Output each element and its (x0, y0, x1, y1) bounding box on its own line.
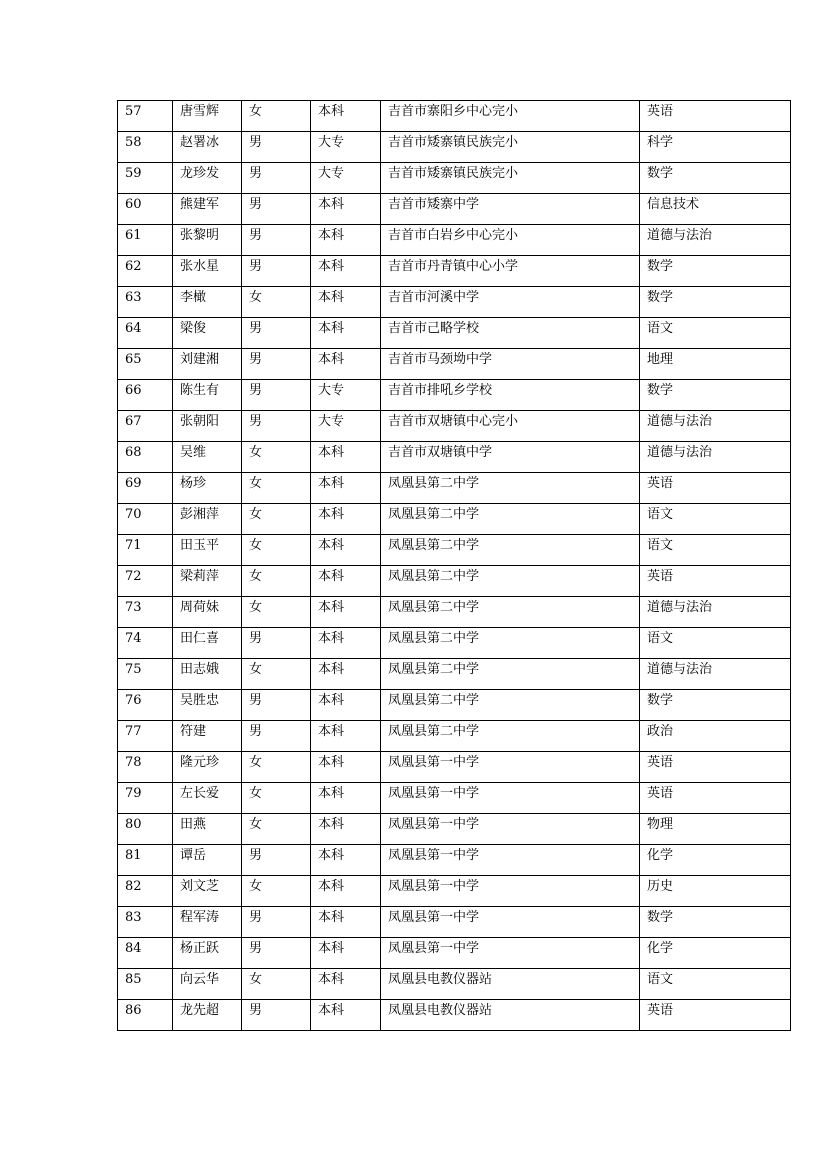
gender-cell: 女 (242, 969, 311, 1000)
school-cell: 凤凰县第二中学 (381, 690, 640, 721)
name-cell: 梁俊 (173, 318, 242, 349)
row-number-cell: 78 (118, 752, 173, 783)
school-cell: 吉首市双塘镇中心完小 (381, 411, 640, 442)
subject-cell: 化学 (640, 845, 791, 876)
education-cell: 本科 (311, 194, 381, 225)
row-number-cell: 58 (118, 132, 173, 163)
table-row (118, 659, 791, 690)
name-cell: 陈生有 (173, 380, 242, 411)
education-cell: 本科 (311, 318, 381, 349)
name-cell: 向云华 (173, 969, 242, 1000)
row-number-cell: 64 (118, 318, 173, 349)
row-number-cell: 80 (118, 814, 173, 845)
education-cell: 本科 (311, 752, 381, 783)
name-cell: 杨珍 (173, 473, 242, 504)
gender-cell: 女 (242, 473, 311, 504)
gender-cell: 男 (242, 380, 311, 411)
subject-cell: 数学 (640, 907, 791, 938)
row-number-cell: 63 (118, 287, 173, 318)
subject-cell: 英语 (640, 566, 791, 597)
gender-cell: 男 (242, 845, 311, 876)
subject-cell: 英语 (640, 783, 791, 814)
name-cell: 张朝阳 (173, 411, 242, 442)
row-number-cell: 81 (118, 845, 173, 876)
row-number-cell: 77 (118, 721, 173, 752)
table-row (118, 411, 791, 442)
school-cell: 凤凰县第一中学 (381, 907, 640, 938)
row-number-cell: 68 (118, 442, 173, 473)
education-cell: 本科 (311, 504, 381, 535)
name-cell: 刘建湘 (173, 349, 242, 380)
education-cell: 本科 (311, 876, 381, 907)
gender-cell: 男 (242, 132, 311, 163)
table-row (118, 814, 791, 845)
education-cell: 大专 (311, 132, 381, 163)
gender-cell: 女 (242, 442, 311, 473)
table-row (118, 845, 791, 876)
name-cell: 田玉平 (173, 535, 242, 566)
gender-cell: 男 (242, 225, 311, 256)
subject-cell: 语文 (640, 504, 791, 535)
gender-cell: 男 (242, 721, 311, 752)
education-cell: 大专 (311, 411, 381, 442)
education-cell: 本科 (311, 287, 381, 318)
education-cell: 大专 (311, 380, 381, 411)
education-cell: 本科 (311, 566, 381, 597)
school-cell: 凤凰县电教仪器站 (381, 969, 640, 1000)
gender-cell: 男 (242, 194, 311, 225)
education-cell: 本科 (311, 349, 381, 380)
subject-cell: 信息技术 (640, 194, 791, 225)
name-cell: 彭湘萍 (173, 504, 242, 535)
table-row (118, 349, 791, 380)
row-number-cell: 82 (118, 876, 173, 907)
school-cell: 凤凰县第一中学 (381, 876, 640, 907)
table-row (118, 566, 791, 597)
row-number-cell: 59 (118, 163, 173, 194)
subject-cell: 历史 (640, 876, 791, 907)
row-number-cell: 74 (118, 628, 173, 659)
row-number-cell: 61 (118, 225, 173, 256)
gender-cell: 女 (242, 814, 311, 845)
row-number-cell: 72 (118, 566, 173, 597)
table-row (118, 225, 791, 256)
subject-cell: 政治 (640, 721, 791, 752)
school-cell: 吉首市马颈坳中学 (381, 349, 640, 380)
row-number-cell: 75 (118, 659, 173, 690)
gender-cell: 男 (242, 349, 311, 380)
school-cell: 吉首市排吼乡学校 (381, 380, 640, 411)
education-cell: 本科 (311, 814, 381, 845)
subject-cell: 道德与法治 (640, 597, 791, 628)
table-row (118, 194, 791, 225)
gender-cell: 男 (242, 907, 311, 938)
name-cell: 吴胜忠 (173, 690, 242, 721)
row-number-cell: 57 (118, 101, 173, 132)
school-cell: 凤凰县第一中学 (381, 938, 640, 969)
table-row (118, 1000, 791, 1031)
education-cell: 本科 (311, 597, 381, 628)
row-number-cell: 69 (118, 473, 173, 504)
table-row (118, 101, 791, 132)
row-number-cell: 85 (118, 969, 173, 1000)
name-cell: 熊建军 (173, 194, 242, 225)
education-cell: 本科 (311, 1000, 381, 1031)
gender-cell: 男 (242, 690, 311, 721)
subject-cell: 语文 (640, 628, 791, 659)
school-cell: 凤凰县第一中学 (381, 845, 640, 876)
name-cell: 吴维 (173, 442, 242, 473)
education-cell: 本科 (311, 659, 381, 690)
subject-cell: 物理 (640, 814, 791, 845)
subject-cell: 英语 (640, 752, 791, 783)
table-row (118, 690, 791, 721)
gender-cell: 女 (242, 287, 311, 318)
school-cell: 凤凰县第二中学 (381, 597, 640, 628)
gender-cell: 男 (242, 938, 311, 969)
row-number-cell: 73 (118, 597, 173, 628)
school-cell: 凤凰县电教仪器站 (381, 1000, 640, 1031)
name-cell: 刘文芝 (173, 876, 242, 907)
table-row (118, 752, 791, 783)
education-cell: 本科 (311, 473, 381, 504)
school-cell: 吉首市矮寨镇民族完小 (381, 163, 640, 194)
table-row (118, 876, 791, 907)
school-cell: 吉首市矮寨镇民族完小 (381, 132, 640, 163)
name-cell: 唐雪辉 (173, 101, 242, 132)
row-number-cell: 70 (118, 504, 173, 535)
table-row (118, 969, 791, 1000)
school-cell: 吉首市丹青镇中心小学 (381, 256, 640, 287)
row-number-cell: 71 (118, 535, 173, 566)
school-cell: 凤凰县第二中学 (381, 566, 640, 597)
name-cell: 梁莉萍 (173, 566, 242, 597)
education-cell: 本科 (311, 535, 381, 566)
table-row (118, 907, 791, 938)
row-number-cell: 79 (118, 783, 173, 814)
school-cell: 凤凰县第二中学 (381, 659, 640, 690)
education-cell: 本科 (311, 101, 381, 132)
gender-cell: 男 (242, 256, 311, 287)
school-cell: 凤凰县第二中学 (381, 628, 640, 659)
school-cell: 吉首市己略学校 (381, 318, 640, 349)
school-cell: 凤凰县第二中学 (381, 473, 640, 504)
subject-cell: 语文 (640, 535, 791, 566)
gender-cell: 男 (242, 163, 311, 194)
education-cell: 本科 (311, 225, 381, 256)
subject-cell: 英语 (640, 101, 791, 132)
name-cell: 田志娥 (173, 659, 242, 690)
name-cell: 龙珍发 (173, 163, 242, 194)
school-cell: 凤凰县第二中学 (381, 504, 640, 535)
gender-cell: 女 (242, 566, 311, 597)
name-cell: 赵署冰 (173, 132, 242, 163)
table-row (118, 938, 791, 969)
table-row (118, 380, 791, 411)
education-cell: 本科 (311, 721, 381, 752)
education-cell: 本科 (311, 628, 381, 659)
subject-cell: 化学 (640, 938, 791, 969)
subject-cell: 数学 (640, 690, 791, 721)
school-cell: 凤凰县第一中学 (381, 752, 640, 783)
table-row (118, 163, 791, 194)
subject-cell: 数学 (640, 380, 791, 411)
subject-cell: 道德与法治 (640, 659, 791, 690)
name-cell: 符建 (173, 721, 242, 752)
school-cell: 吉首市白岩乡中心完小 (381, 225, 640, 256)
gender-cell: 男 (242, 411, 311, 442)
subject-cell: 英语 (640, 1000, 791, 1031)
table-row (118, 318, 791, 349)
table-row (118, 442, 791, 473)
name-cell: 张水星 (173, 256, 242, 287)
education-cell: 本科 (311, 969, 381, 1000)
table-row (118, 597, 791, 628)
school-cell: 吉首市寨阳乡中心完小 (381, 101, 640, 132)
education-cell: 本科 (311, 845, 381, 876)
school-cell: 吉首市双塘镇中学 (381, 442, 640, 473)
name-cell: 田仁喜 (173, 628, 242, 659)
table-row (118, 783, 791, 814)
name-cell: 张黎明 (173, 225, 242, 256)
gender-cell: 女 (242, 783, 311, 814)
gender-cell: 男 (242, 1000, 311, 1031)
row-number-cell: 84 (118, 938, 173, 969)
gender-cell: 女 (242, 597, 311, 628)
gender-cell: 男 (242, 628, 311, 659)
subject-cell: 道德与法治 (640, 411, 791, 442)
gender-cell: 女 (242, 535, 311, 566)
table-row (118, 535, 791, 566)
gender-cell: 女 (242, 101, 311, 132)
education-cell: 本科 (311, 256, 381, 287)
table-row (118, 721, 791, 752)
subject-cell: 英语 (640, 473, 791, 504)
name-cell: 程军涛 (173, 907, 242, 938)
table-row (118, 132, 791, 163)
education-cell: 大专 (311, 163, 381, 194)
subject-cell: 数学 (640, 163, 791, 194)
subject-cell: 语文 (640, 969, 791, 1000)
name-cell: 龙先超 (173, 1000, 242, 1031)
education-cell: 本科 (311, 783, 381, 814)
name-cell: 谭岳 (173, 845, 242, 876)
subject-cell: 语文 (640, 318, 791, 349)
table-row (118, 504, 791, 535)
table-row (118, 256, 791, 287)
table-row (118, 628, 791, 659)
school-cell: 吉首市矮寨中学 (381, 194, 640, 225)
row-number-cell: 83 (118, 907, 173, 938)
name-cell: 左长爱 (173, 783, 242, 814)
school-cell: 凤凰县第一中学 (381, 814, 640, 845)
gender-cell: 男 (242, 318, 311, 349)
subject-cell: 地理 (640, 349, 791, 380)
education-cell: 本科 (311, 907, 381, 938)
name-cell: 周荷妹 (173, 597, 242, 628)
gender-cell: 女 (242, 752, 311, 783)
education-cell: 本科 (311, 442, 381, 473)
row-number-cell: 60 (118, 194, 173, 225)
row-number-cell: 67 (118, 411, 173, 442)
subject-cell: 科学 (640, 132, 791, 163)
school-cell: 凤凰县第一中学 (381, 783, 640, 814)
table-row (118, 473, 791, 504)
school-cell: 吉首市河溪中学 (381, 287, 640, 318)
school-cell: 凤凰县第二中学 (381, 721, 640, 752)
row-number-cell: 76 (118, 690, 173, 721)
row-number-cell: 66 (118, 380, 173, 411)
roster-body (118, 101, 791, 1031)
subject-cell: 道德与法治 (640, 442, 791, 473)
name-cell: 李橄 (173, 287, 242, 318)
name-cell: 隆元珍 (173, 752, 242, 783)
name-cell: 田燕 (173, 814, 242, 845)
row-number-cell: 86 (118, 1000, 173, 1031)
row-number-cell: 62 (118, 256, 173, 287)
name-cell: 杨正跃 (173, 938, 242, 969)
education-cell: 本科 (311, 690, 381, 721)
school-cell: 凤凰县第二中学 (381, 535, 640, 566)
education-cell: 本科 (311, 938, 381, 969)
gender-cell: 女 (242, 876, 311, 907)
subject-cell: 数学 (640, 287, 791, 318)
gender-cell: 女 (242, 504, 311, 535)
table-row (118, 287, 791, 318)
teacher-roster-table (117, 100, 791, 1031)
subject-cell: 道德与法治 (640, 225, 791, 256)
row-number-cell: 65 (118, 349, 173, 380)
subject-cell: 数学 (640, 256, 791, 287)
gender-cell: 女 (242, 659, 311, 690)
